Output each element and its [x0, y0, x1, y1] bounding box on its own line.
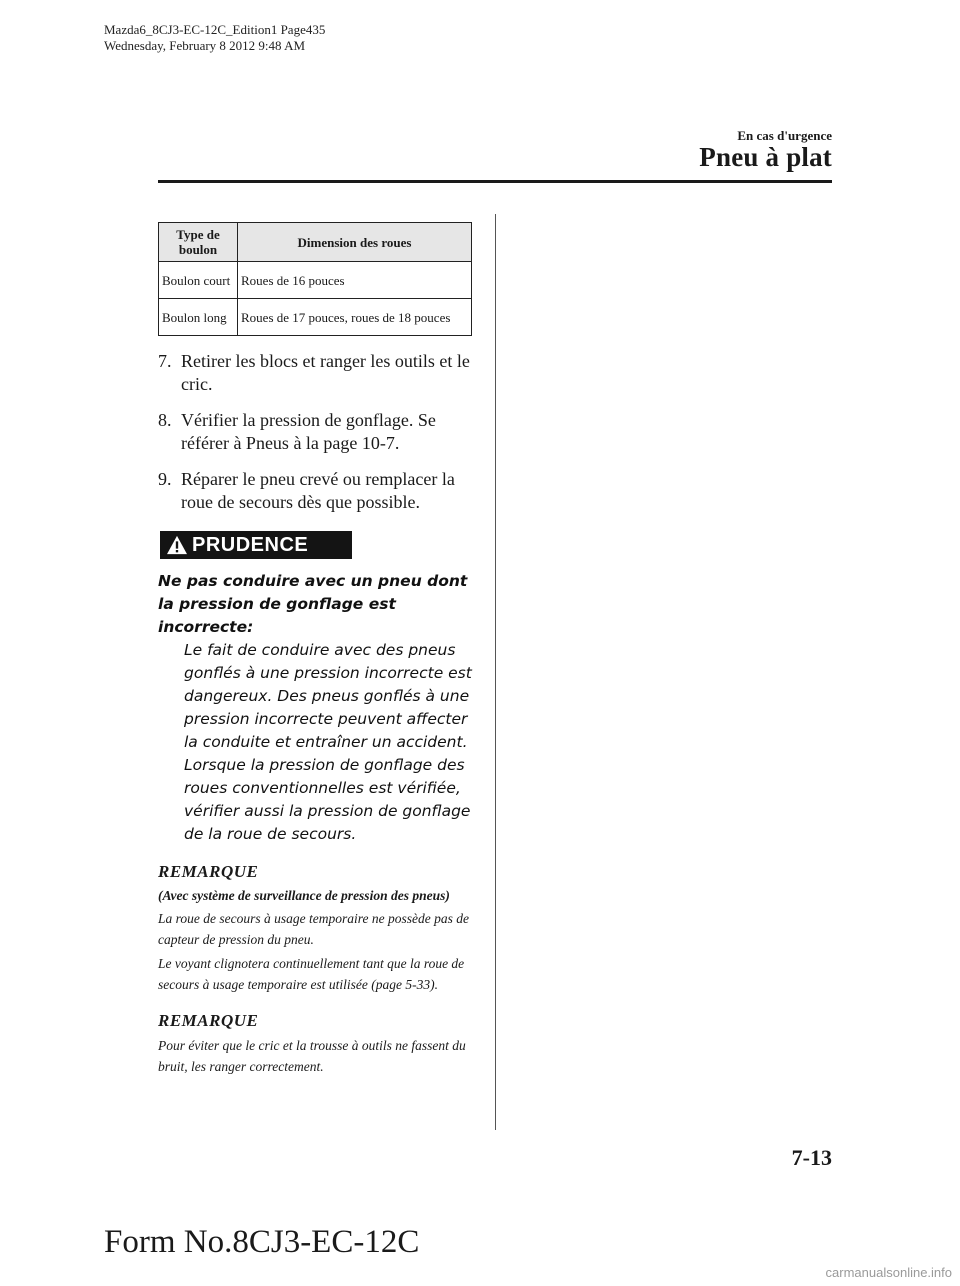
page-number: 7-13 — [791, 1145, 832, 1170]
note-paragraph: Pour éviter que le cric et la trousse à outils ne fassent du bruit, les ranger correctement. — [158, 1038, 466, 1074]
table-row — [159, 262, 472, 299]
table-cell: Boulon long — [159, 299, 238, 336]
step-text: Vérifier la pression de gonflage. Se référer à Pneus à la page 10-7. — [181, 410, 436, 453]
note-tpms — [158, 862, 472, 995]
table-cell: Roues de 17 pouces, roues de 18 pouces — [238, 299, 472, 336]
list-item — [158, 409, 472, 455]
step-text: Réparer le pneu crevé ou remplacer la roue de secours dès que possible. — [181, 469, 455, 512]
list-item — [158, 468, 472, 514]
step-number: 7. — [158, 351, 172, 371]
note-title: REMARQUE — [158, 862, 259, 881]
note-title: REMARQUE — [158, 1011, 259, 1030]
bolt-table — [158, 222, 472, 336]
procedure-steps — [158, 350, 472, 514]
print-metadata-line2: Wednesday, February 8 2012 9:48 AM — [104, 38, 306, 53]
caution-body: Le fait de conduire avec des pneus gonflés à une pression incorrecte est dangereux. Des pneus gonflés à une pression incorrecte peuvent affecter la conduite et entraîner un accident. Lorsque la pression de gonflage des roues conventionnelles est vérifiée, vérifier aussi la pression de gonflage de la roue de secours. — [184, 641, 472, 843]
note-paragraph: Le voyant clignotera continuellement tant que la roue de secours à usage temporaire est utilisée (page 5-33). — [158, 956, 465, 992]
note-storage — [158, 1011, 472, 1077]
page-title: Pneu à plat — [699, 142, 832, 172]
table-header-wheel-size: Dimension des roues — [238, 223, 472, 262]
table-header-row — [159, 223, 472, 262]
step-number: 8. — [158, 410, 172, 430]
table-header-bolt-type: Type de boulon — [159, 223, 238, 262]
caution-badge — [160, 531, 352, 559]
list-item — [158, 350, 472, 396]
table-cell: Boulon court — [159, 262, 238, 299]
print-metadata-line1: Mazda6_8CJ3-EC-12C_Edition1 Page435 — [104, 22, 326, 37]
left-column — [158, 222, 472, 1080]
form-number: Form No.8CJ3-EC-12C — [104, 1224, 420, 1260]
table-cell: Roues de 16 pouces — [238, 262, 472, 299]
print-metadata — [104, 22, 325, 54]
note-subtitle: (Avec système de surveillance de pression des pneus) — [158, 888, 450, 903]
caution-label: PRUDENCE — [192, 533, 309, 556]
caution-text — [158, 570, 472, 846]
table-row — [159, 299, 472, 336]
watermark: carmanualsonline.info — [825, 1265, 952, 1280]
caution-heading: Ne pas conduire avec un pneu dont la pression de gonflage est incorrecte: — [158, 572, 468, 636]
column-divider — [495, 214, 496, 1130]
chapter-label: En cas d'urgence — [737, 128, 832, 143]
warning-triangle-icon — [166, 535, 188, 555]
header-rule — [158, 180, 832, 183]
note-paragraph: La roue de secours à usage temporaire ne possède pas de capteur de pression du pneu. — [158, 911, 469, 947]
step-text: Retirer les blocs et ranger les outils et le cric. — [181, 351, 470, 394]
step-number: 9. — [158, 469, 172, 489]
